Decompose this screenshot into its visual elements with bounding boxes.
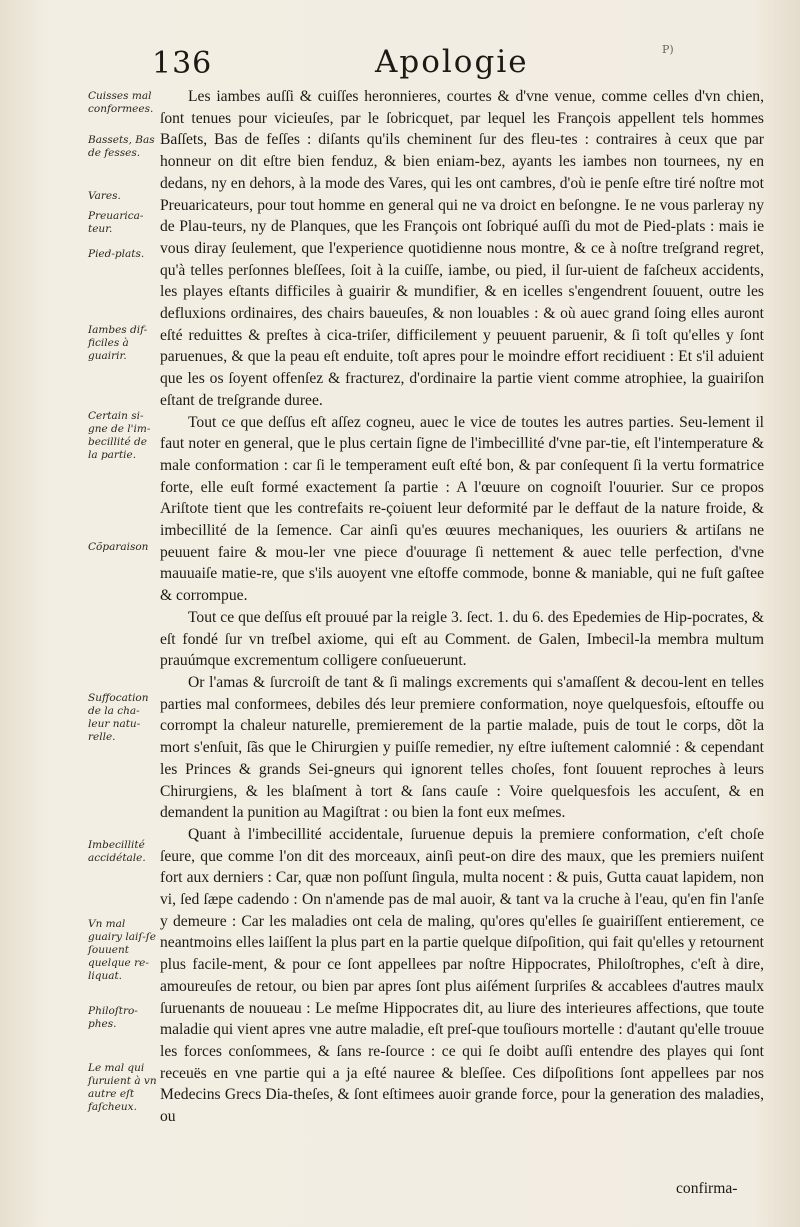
paragraph: Les iambes auſſi & cuiſſes heronnieres, courtes & d'vne venue, comme celles d'vn chien, ſont tenues pour vicieuſes, par le ſobricquet, par lequel les François appellent tels hommes Baſſets, Bas de feſſes : diſants qu'ils cheminent ſur des fleu-tes : contraires à ceux que par honneur on dit eſtre bien fenduz, & bien eniam-bez, ayants les iambes non tournees, ny en dedans, ny en dehors, à la mode des Vares, qui les ont cambres, d'où ie penſe eſtre tiré noſtre mot Preuaricateurs, pour tout homme en general qui ne va droict en beſongne. Ie ne vous parleray ny de Plau-teurs, ny de Planques, que les François ont ſobriqué auſſi du mot de Pied-plats : mais ie vous diray ſeulement, que l'experience quotidienne nous montre, & ce à noſtre treſgrand regret, qu'à telles perſonnes bleſſees, ſoit à la cuiſſe, iambe, ou pied, il ſur-uient de faſcheux accidents, les playes eſtants difficiles à guairir & mundifier, & en icelles s'engendrent ſouuent, outre les defluxions ordinaires, des chairs baueuſes, & non louables : & où auec grand ſoing elles auront eſté reduittes & preſtes à cica-triſer, difficilement y peuuent paruenir, & ſi toſt qu'elles y ſont paruenues, & que la peau eſt enduite, toſt apres pour le moindre effort recidiuent : Et s'il aduient que les os ſoyent offenſez & fracturez, d'ordinaire la partie vient comme atrophiee, la guairiſon eſtant de treſgrande duree. (160, 88, 764, 409)
marginal-notes (0, 0, 160, 1227)
sidenote: Vares. (88, 190, 121, 202)
sidenote: Cõparaison (88, 541, 149, 553)
sidenote: Vn mal guairy laiſ-ſe ſouuent quelque re-liquat. (88, 918, 156, 982)
paragraph: Or l'amas & ſurcroiſt de tant & ſi malings excrements qui s'amaſſent & decou-lent en telles parties mal conformees, debiles dés leur premiere conformation, noye quelquesfois, eſtouffe ou corrompt la chaleur naturelle, premierement de la partie malade, puis de tout le corps, dõt la mort s'enſuit, ſãs que le Chirurgien y puiſſe remedier, ny eſtre iuſtement calomnié : & cependant les Princes & grands Sei-gneurs qui ignorent telles choſes, font ſouuent reproches à leurs Chirurgiens, & les blaſment à tort & ſans cauſe : Voire quelquesfois les accuſent, & en demandent la punition au Magiſtrat : ou bien la font eux meſmes. (160, 673, 764, 822)
sidenote: Preuarica-teur. (88, 210, 144, 235)
paragraph: Tout ce que deſſus eſt prouué par la reigle 3. ſect. 1. du 6. des Epedemies de Hip-pocrates, & eſt fondé ſur vn treſbel axiome, qui eſt au Comment. de Galen, Imbecil-la membra multum prauúmque excrementum colligere conſueuerunt. (160, 608, 764, 670)
sidenote: Philoſtro-phes. (88, 1005, 138, 1030)
main-text (160, 86, 764, 1128)
sidenote: Le mal qui ſuruient à vn autre eſt faſcheux. (88, 1062, 157, 1113)
sidenote: Imbecillité accidétale. (88, 839, 146, 864)
catchword: confirma- (676, 1180, 738, 1197)
sidenote: Bassets, Bas de fesses. (88, 134, 155, 159)
paragraph: Quant à l'imbecillité accidentale, ſuruenue depuis la premiere conformation, c'eſt choſe ſeure, que comme l'on dit des morceaux, ainſi peut-on dire des maux, que les premiers nuiſent fort aux derniers : Car, quæ non poſſunt ſingula, multa nocent : & puis, Gutta cauat lapidem, non vi, ſed ſæpe cadendo : On n'amende pas de mal auoir, & tant va la cruche à l'eau, qu'en fin l'anſe y demeure : Car les maladies ont cela de maling, qu'ores qu'elles ſe guairiſſent entierement, ce neantmoins elles laiſſent la plus part en la partie quelque diſpoſition, qui fait qu'elles y retournent plus facile-ment, & pour ce ſont appellees par noſtre Hippocrates, Philoſtrophes, c'eſt à dire, amoureuſes de retour, ou bien par apres ſont plus aiſément ſurpriſes & accablees d'autres maulx ſuruenants de nouueau : Le meſme Hippocrates dit, au liure des interieures affections, que toute maladie qui vient apres vne autre maladie, eſt preſ-que touſiours mortelle : d'autant qu'elle trouue les forces conſommees, & ſans re-ſource : ce qui ſe doibt auſſi entendre des playes qui ſont receuës en vne partie qui a ja eſté nauree & bleſſee. Ces diſpoſitions ſont appellees par nos Medecins Grecs Dia-theſes, & ſont eſtimees auoir grande force, pour la generation des maladies, ou (160, 825, 764, 1126)
sidenote: Iambes dif-ficiles à guairir. (88, 324, 148, 362)
sidenote: Cuisses mal conformees. (88, 90, 154, 115)
margin-mark: P) (662, 43, 674, 56)
sidenote: Pied-plats. (88, 248, 145, 260)
page-number: 136 (152, 46, 213, 81)
running-title: Apologie (375, 44, 529, 80)
paragraph: Tout ce que deſſus eſt aſſez cogneu, auec le vice de toutes les autres parties. Seu-lement il faut noter en general, que le plus certain ſigne de l'imbecillité d'vne par-tie, eſt l'intemperature & male conformation : car ſi le temperament euſt eſté bon, & par conſequent ſi la vertu formatrice forte, elle euſt formé exactement ſa partie : A l'œuure on cognoiſt l'ouurier. Sur ce propos Ariſtote tient que les contrefaits re-çoiuent leur deformité par le deffaut de la nature froide, & imbecillité de la ſemence. Car ainſi qu'es œuures mechaniques, les ouuriers & artiſans ne peuuent faire & mou-ler vne piece d'ouurage ſi nettement & auec telle perfection, d'vne mauuaiſe matie-re, que s'ils auoyent vne eſtoffe commode, bonne & maniable, qui ne fuſt gaſtee & corrompue. (160, 413, 764, 605)
sidenote: Suffocation de la cha-leur natu-relle. (88, 692, 149, 743)
sidenote: Certain si-gne de l'im-becillité de la partie. (88, 410, 151, 461)
